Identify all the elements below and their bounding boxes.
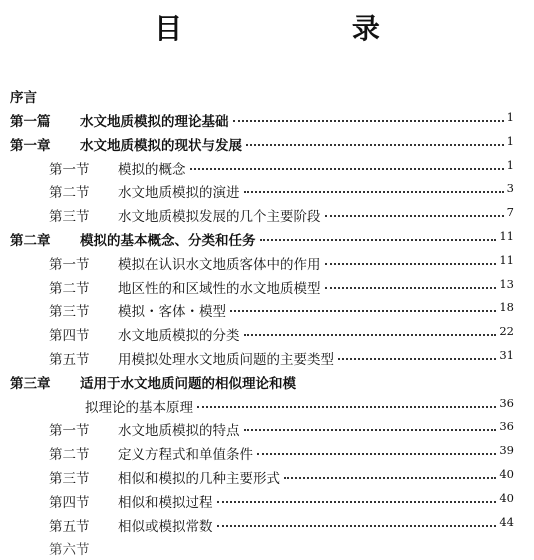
- dot-leader: [338, 358, 496, 360]
- entry-page-number: 3: [506, 181, 514, 196]
- entry-title: 水文地质模拟的理论基础: [80, 114, 229, 130]
- dot-leader: [325, 263, 497, 265]
- dot-leader: [230, 310, 496, 312]
- entry-page-number: 36: [499, 419, 514, 434]
- toc-section-entry: [0, 465, 534, 489]
- dot-leader: [257, 453, 496, 455]
- toc-chapter-entry: [0, 132, 534, 156]
- toc-continuation-line: [0, 394, 534, 418]
- dot-leader: [284, 477, 496, 479]
- toc-section-entry: [0, 203, 534, 227]
- entry-title: 模拟的概念: [118, 161, 186, 178]
- toc-section-entry: [0, 251, 534, 275]
- toc-section-entry: [0, 346, 534, 370]
- entry-title: 模拟在认识水文地质客体中的作用: [118, 256, 321, 273]
- entry-title: 相似和模拟的几种主要形式: [118, 470, 280, 487]
- entry-title: 拟理论的基本原理: [85, 399, 193, 416]
- toc-chapter-entry: [0, 370, 534, 394]
- toc-section-entry: [0, 441, 534, 465]
- entry-page-number: 1: [506, 157, 514, 172]
- page-title: 目 录: [154, 12, 460, 45]
- entry-number: 第四节: [49, 494, 90, 511]
- entry-page-number: 7: [506, 205, 514, 220]
- entry-title: 水文地质模拟的演进: [118, 185, 240, 202]
- dot-leader: [244, 429, 497, 431]
- toc-section-entry: [0, 536, 534, 560]
- entry-page-number: 18: [499, 300, 514, 315]
- entry-page-number: 31: [499, 347, 514, 362]
- dot-leader: [246, 144, 504, 146]
- entry-number: 第一节: [49, 256, 90, 273]
- toc-section-entry: [0, 417, 534, 441]
- entry-page-number: 44: [499, 514, 514, 529]
- entry-page-number: 39: [499, 443, 514, 458]
- entry-number: 第二章: [10, 232, 51, 249]
- toc-section-entry: [0, 179, 534, 203]
- toc-section-entry: [0, 275, 534, 299]
- entry-title: 水文地质模拟发展的几个主要阶段: [118, 209, 321, 226]
- entry-page-number: 1: [506, 133, 514, 148]
- dot-leader: [217, 525, 497, 527]
- dot-leader: [325, 287, 497, 289]
- toc-preface: [0, 84, 534, 108]
- entry-page-number: 13: [499, 276, 514, 291]
- entry-title: 水文地质模拟的特点: [118, 423, 240, 440]
- toc-section-entry: [0, 298, 534, 322]
- entry-number: 第三节: [49, 209, 90, 226]
- entry-number: 第六节: [49, 542, 90, 559]
- entry-number: 第五节: [49, 518, 90, 535]
- entry-page-number: 40: [499, 466, 514, 481]
- entry-title: 水文地质模拟的分类: [118, 328, 240, 345]
- dot-leader: [325, 215, 504, 217]
- entry-page-number: 11: [499, 252, 514, 267]
- entry-page-number: 1: [506, 110, 514, 124]
- dot-leader: [260, 239, 497, 241]
- toc-chapter-entry: [0, 227, 534, 251]
- toc-section-entry: [0, 156, 534, 180]
- entry-page-number: 36: [499, 395, 514, 410]
- entry-title: 相似和模拟过程: [118, 494, 213, 511]
- entry-number: 第二节: [49, 185, 90, 202]
- entry-number: 第一节: [49, 161, 90, 178]
- toc-section-entry: [0, 322, 534, 346]
- dot-leader: [244, 334, 497, 336]
- entry-number: 第二节: [49, 280, 90, 297]
- preface-label: 序言: [10, 90, 37, 106]
- dot-leader: [217, 501, 497, 503]
- dot-leader: [244, 191, 504, 193]
- entry-page-number: 22: [499, 324, 514, 339]
- dot-leader: [197, 406, 496, 408]
- entry-number: 第一节: [49, 423, 90, 440]
- entry-title: 水文地质模拟的现状与发展: [80, 137, 242, 154]
- entry-number: 第一篇: [10, 114, 51, 130]
- toc-list: [0, 84, 534, 560]
- entry-number: 第一章: [10, 137, 51, 154]
- entry-title: 相似或模拟常数: [118, 518, 213, 535]
- entry-number: 第三节: [49, 304, 90, 321]
- entry-number: 第三节: [49, 470, 90, 487]
- entry-number: 第五节: [49, 351, 90, 368]
- toc-chapter-entry: [0, 108, 534, 132]
- entry-title: 用模拟处理水文地质问题的主要类型: [118, 351, 334, 368]
- entry-title: 定义方程式和单值条件: [118, 447, 253, 464]
- entry-number: 第二节: [49, 447, 90, 464]
- entry-page-number: 40: [499, 490, 514, 505]
- entry-title: 模拟的基本概念、分类和任务: [80, 232, 256, 249]
- entry-title: 模拟・客体・模型: [118, 304, 226, 321]
- dot-leader: [233, 120, 504, 122]
- entry-number: 第三章: [10, 375, 51, 392]
- dot-leader: [190, 168, 504, 170]
- entry-title: 适用于水文地质问题的相似理论和模: [80, 375, 296, 392]
- entry-page-number: 11: [499, 228, 514, 243]
- toc-section-entry: [0, 513, 534, 537]
- entry-number: 第四节: [49, 328, 90, 345]
- entry-title: 地区性的和区域性的水文地质模型: [118, 280, 321, 297]
- toc-section-entry: [0, 489, 534, 513]
